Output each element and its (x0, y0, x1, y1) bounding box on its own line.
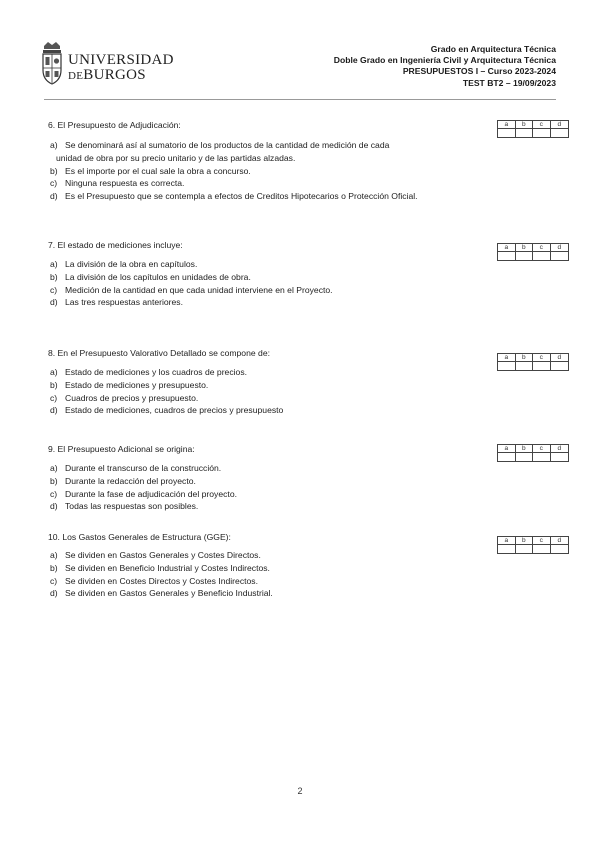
option-a-continuation: unidad de obra por su precio unitario y de las partidas alzadas. (56, 152, 296, 163)
option-text: La división de la obra en capítulos. (65, 259, 198, 269)
option-letter: d) (50, 191, 58, 202)
option-letter: b) (50, 271, 58, 282)
option-text: Todas las respuestas son posibles. (65, 501, 199, 512)
answer-box-b[interactable] (516, 545, 534, 553)
document-header (334, 44, 556, 89)
option-list (50, 139, 418, 203)
option-text: Durante el transcurso de la construcción. (65, 463, 222, 473)
answer-grid (497, 536, 569, 554)
grid-letter-a: a (498, 537, 516, 545)
grid-letter-c: c (533, 121, 551, 129)
option-a (50, 462, 237, 475)
answer-box-a[interactable] (498, 453, 516, 461)
question-title: 6. El Presupuesto de Adjudicación: (48, 120, 181, 130)
option-text: Las tres respuestas anteriores. (65, 297, 183, 308)
grid-letter-d: d (551, 244, 569, 252)
option-b (50, 165, 418, 178)
grid-letter-b: b (516, 537, 534, 545)
answer-box-d[interactable] (551, 453, 569, 461)
grid-letter-b: b (516, 121, 534, 129)
option-a (50, 258, 333, 271)
question-title: 9. El Presupuesto Adicional se origina: (48, 444, 195, 454)
option-text: Estado de mediciones y los cuadros de precios. (65, 367, 248, 377)
logo-line-1: UNIVERSIDAD (68, 52, 174, 68)
logo-line-2 (68, 67, 146, 84)
question-title: 7. El estado de mediciones incluye: (48, 240, 183, 250)
option-list (50, 366, 283, 417)
coat-of-arms-icon (40, 40, 64, 86)
header-line: PRESUPUESTOS I – Curso 2023-2024 (402, 66, 556, 77)
option-text: La división de los capítulos en unidades de obra. (65, 271, 251, 282)
option-text: Se denominará así al sumatorio de los productos de la cantidad de medición de cada (65, 140, 390, 150)
option-letter: c) (50, 488, 58, 499)
grid-letter-d: d (551, 537, 569, 545)
option-letter: a) (50, 550, 58, 560)
option-c (50, 575, 273, 588)
option-letter: d) (50, 501, 58, 512)
logo-line-2-main: BURGOS (83, 67, 146, 83)
option-d (50, 296, 333, 309)
grid-letter-a: a (498, 244, 516, 252)
option-text: Es el importe por el cual sale la obra a concurso. (65, 165, 251, 176)
option-c (50, 488, 237, 501)
option-letter: a) (50, 259, 58, 269)
answer-box-b[interactable] (516, 129, 534, 137)
option-d (50, 500, 237, 513)
answer-box-a[interactable] (498, 362, 516, 370)
answer-box-a[interactable] (498, 545, 516, 553)
header-line: Grado en Arquitectura Técnica (430, 44, 556, 54)
option-letter: b) (50, 379, 58, 390)
option-letter: d) (50, 588, 58, 599)
option-letter: a) (50, 367, 58, 377)
grid-letter-a: a (498, 354, 516, 362)
answer-box-c[interactable] (533, 453, 551, 461)
option-text: Estado de mediciones, cuadros de precios y presupuesto (65, 405, 284, 416)
grid-letter-d: d (551, 354, 569, 362)
grid-letter-b: b (516, 244, 534, 252)
option-letter: b) (50, 475, 58, 486)
option-text: Durante la redacción del proyecto. (65, 475, 196, 486)
answer-box-d[interactable] (551, 362, 569, 370)
option-text: Es el Presupuesto que se contempla a efectos de Creditos Hipotecarios o Protección Oficial. (65, 191, 418, 202)
option-list (50, 462, 237, 513)
page-number: 2 (297, 786, 303, 796)
answer-box-b[interactable] (516, 453, 534, 461)
question-title: 10. Los Gastos Generales de Estructura (GGE): (48, 532, 231, 542)
option-c (50, 392, 283, 405)
option-letter: c) (50, 392, 58, 403)
option-list (50, 258, 333, 309)
option-a (50, 366, 283, 379)
option-letter: a) (50, 463, 58, 473)
option-text: Se dividen en Costes Directos y Costes Indirectos. (65, 575, 258, 586)
logo-line-2-prefix: DE (68, 70, 84, 82)
grid-letter-c: c (533, 445, 551, 453)
option-letter: a) (50, 140, 58, 150)
answer-box-a[interactable] (498, 252, 516, 260)
option-letter: d) (50, 405, 58, 416)
option-letter: c) (50, 575, 58, 586)
answer-box-c[interactable] (533, 362, 551, 370)
grid-letter-a: a (498, 445, 516, 453)
option-text: Se dividen en Beneficio Industrial y Costes Indirectos. (65, 562, 270, 573)
option-text: Medición de la cantidad en que cada unidad interviene en el Proyecto. (65, 284, 333, 295)
option-c (50, 284, 333, 297)
option-d (50, 587, 273, 600)
answer-grid (497, 353, 569, 371)
option-b (50, 379, 283, 392)
option-text: Estado de mediciones y presupuesto. (65, 379, 209, 390)
option-c (50, 177, 418, 190)
option-letter: b) (50, 562, 58, 573)
answer-box-b[interactable] (516, 252, 534, 260)
question-title: 8. En el Presupuesto Valorativo Detallado se compone de: (48, 348, 270, 358)
header-line: TEST BT2 – 19/09/2023 (462, 77, 556, 88)
grid-letter-c: c (533, 354, 551, 362)
option-list (50, 549, 273, 600)
answer-box-d[interactable] (551, 129, 569, 137)
header-divider (44, 99, 556, 100)
option-letter: c) (50, 178, 58, 189)
option-text: Se dividen en Gastos Generales y Beneficio Industrial. (65, 588, 273, 599)
option-b (50, 271, 333, 284)
option-letter: c) (50, 284, 58, 295)
option-text: Durante la fase de adjudicación del proyecto. (65, 488, 237, 499)
option-b (50, 475, 237, 488)
option-a (50, 549, 273, 562)
answer-grid (497, 243, 569, 261)
answer-grid (497, 444, 569, 462)
grid-letter-c: c (533, 244, 551, 252)
option-d (50, 190, 418, 203)
answer-box-c[interactable] (533, 252, 551, 260)
option-b (50, 562, 273, 575)
grid-letter-c: c (533, 537, 551, 545)
answer-box-b[interactable] (516, 362, 534, 370)
grid-letter-d: d (551, 445, 569, 453)
grid-letter-d: d (551, 121, 569, 129)
answer-grid (497, 120, 569, 138)
option-text: Se dividen en Gastos Generales y Costes Directos. (65, 550, 261, 560)
grid-letter-b: b (516, 354, 534, 362)
option-text: Ninguna respuesta es correcta. (65, 178, 185, 189)
option-d (50, 404, 283, 417)
option-a (50, 139, 418, 152)
university-logo (40, 40, 174, 86)
answer-box-d[interactable] (551, 545, 569, 553)
option-letter: b) (50, 165, 58, 176)
header-line: Doble Grado en Ingeniería Civil y Arquitectura Técnica (333, 55, 556, 66)
option-letter: d) (50, 297, 58, 308)
answer-box-c[interactable] (533, 129, 551, 137)
grid-letter-a: a (498, 121, 516, 129)
answer-box-c[interactable] (533, 545, 551, 553)
grid-letter-b: b (516, 445, 534, 453)
option-text: Cuadros de precios y presupuesto. (65, 392, 199, 403)
answer-box-d[interactable] (551, 252, 569, 260)
answer-box-a[interactable] (498, 129, 516, 137)
